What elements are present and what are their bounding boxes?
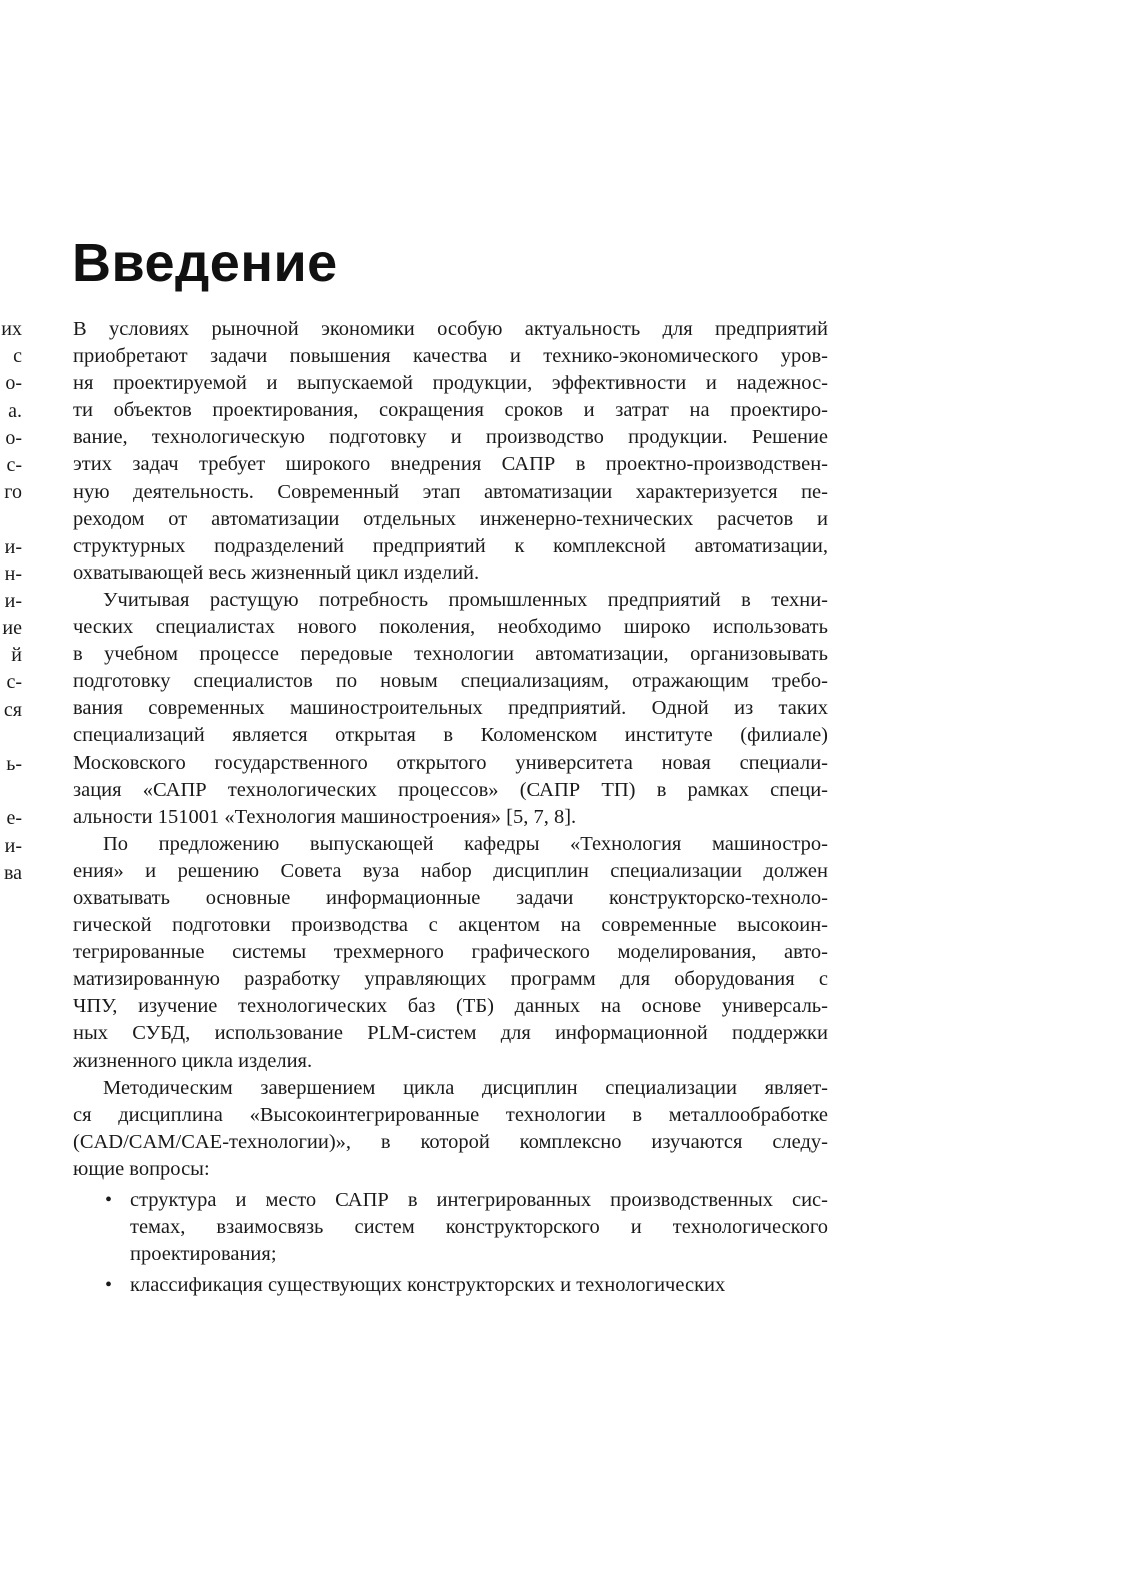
fragment-line: с <box>13 345 22 368</box>
text-line: ти объектов проектирования, сокращения сроков и затрат на проектиро- <box>73 399 828 422</box>
text-line: структурных подразделений предприятий к комплексной автоматизации, <box>73 534 828 557</box>
fragment-line: ие <box>2 617 22 640</box>
fragment-line: й <box>11 644 22 667</box>
text-line: гической подготовки производства с акцентом на современные высокоин- <box>73 914 828 937</box>
text-line: структура и место САПР в интегрированных производственных сис- <box>130 1189 828 1211</box>
fragment-line: с- <box>6 453 22 476</box>
fragment-line: е- <box>6 807 22 830</box>
fragment-line: о- <box>5 372 22 395</box>
fragment-line: с- <box>6 671 22 694</box>
fragment-line: и- <box>4 589 22 612</box>
text-line: проектирования; <box>130 1243 277 1266</box>
paragraph <box>73 831 828 1075</box>
fragment-line <box>0 724 22 751</box>
left-page-fragments <box>0 316 22 887</box>
text-line: этих задач требует широкого внедрения САПР в проектно-производствен- <box>73 453 828 476</box>
bullet-item <box>73 1272 828 1299</box>
paragraph <box>73 587 828 831</box>
text-line: темах, взаимосвязь систем конструкторского и технологического <box>130 1216 828 1239</box>
fragment-line: и- <box>4 535 22 558</box>
fragment-line: их <box>1 318 22 340</box>
text-line: специализаций является открытая в Коломенском институте (филиале) <box>73 724 828 747</box>
fragment-line: ся <box>3 698 22 721</box>
fragment-line: ь- <box>6 753 22 775</box>
text-line: ся дисциплина «Высокоинтегрированные технологии в металлообработке <box>73 1103 828 1126</box>
text-line: матизированную разработку управляющих программ для оборудования с <box>73 968 828 991</box>
bullet-icon: • <box>105 1274 113 1297</box>
text-line: В условиях рыночной экономики особую актуальность для предприятий <box>73 318 828 340</box>
bullet-icon: • <box>105 1189 113 1211</box>
text-line: охватывать основные информационные задачи конструкторско-техноло- <box>73 886 828 909</box>
fragment-line <box>0 778 22 805</box>
fragment-line: а. <box>8 399 22 422</box>
paragraph <box>73 1075 828 1183</box>
text-line: зация «САПР технологических процессов» (САПР ТП) в рамках специ- <box>73 778 828 801</box>
text-line: Методическим завершением цикла дисциплин специализации являет- <box>103 1076 828 1099</box>
fragment-line: и- <box>4 834 22 857</box>
text-line: ческих специалистах нового поколения, необходимо широко использовать <box>73 616 828 639</box>
text-line: альности 151001 «Технология машиностроения» [5, 7, 8]. <box>73 805 577 828</box>
text-line: жизненного цикла изделия. <box>73 1049 313 1072</box>
text-line: тегрированные системы трехмерного графического моделирования, авто- <box>73 941 828 964</box>
text-line: Учитывая растущую потребность промышленных предприятий в техни- <box>103 588 828 611</box>
bullet-item <box>73 1187 828 1268</box>
text-line: ения» и решению Совета вуза набор дисциплин специализации должен <box>73 859 828 882</box>
text-line: реходом от автоматизации отдельных инженерно-технических расчетов и <box>73 507 828 530</box>
text-line: ня проектируемой и выпускаемой продукции, эффективности и надежнос- <box>73 372 828 395</box>
fragment-line: о- <box>5 426 22 449</box>
fragment-line <box>0 506 22 533</box>
text-line: ЧПУ, изучение технологических баз (ТБ) данных на основе универсаль- <box>73 995 828 1018</box>
text-line: подготовку специалистов по новым специализациям, отражающим требо- <box>73 670 828 693</box>
text-line: Московского государственного открытого университета новая специали- <box>73 751 828 774</box>
text-line: классификация существующих конструкторских и технологических <box>130 1274 726 1297</box>
text-line: охватывающей весь жизненный цикл изделий. <box>73 561 480 584</box>
text-line: вания современных машиностроительных предприятий. Одной из таких <box>73 697 828 720</box>
text-line: приобретают задачи повышения качества и технико-экономического уров- <box>73 345 828 368</box>
paragraph <box>73 316 828 587</box>
fragment-line: н- <box>4 562 22 585</box>
text-line: ющие вопросы: <box>73 1157 210 1180</box>
text-line: ную деятельность. Современный этап автоматизации характеризуется пе- <box>73 480 828 503</box>
fragment-line: го <box>4 481 22 504</box>
text-line: вание, технологическую подготовку и производство продукции. Решение <box>73 426 828 449</box>
text-line: в учебном процессе передовые технологии автоматизации, организовывать <box>73 643 828 666</box>
fragment-line: ва <box>3 861 22 884</box>
page-title: Введение <box>72 233 338 293</box>
body-text <box>73 316 828 1299</box>
text-line: ных СУБД, использование PLM-систем для информационной поддержки <box>73 1022 828 1045</box>
text-line: (CAD/CAM/CAE-технологии)», в которой комплексно изучаются следу- <box>73 1130 828 1153</box>
text-line: По предложению выпускающей кафедры «Технология машиностро- <box>103 832 828 855</box>
